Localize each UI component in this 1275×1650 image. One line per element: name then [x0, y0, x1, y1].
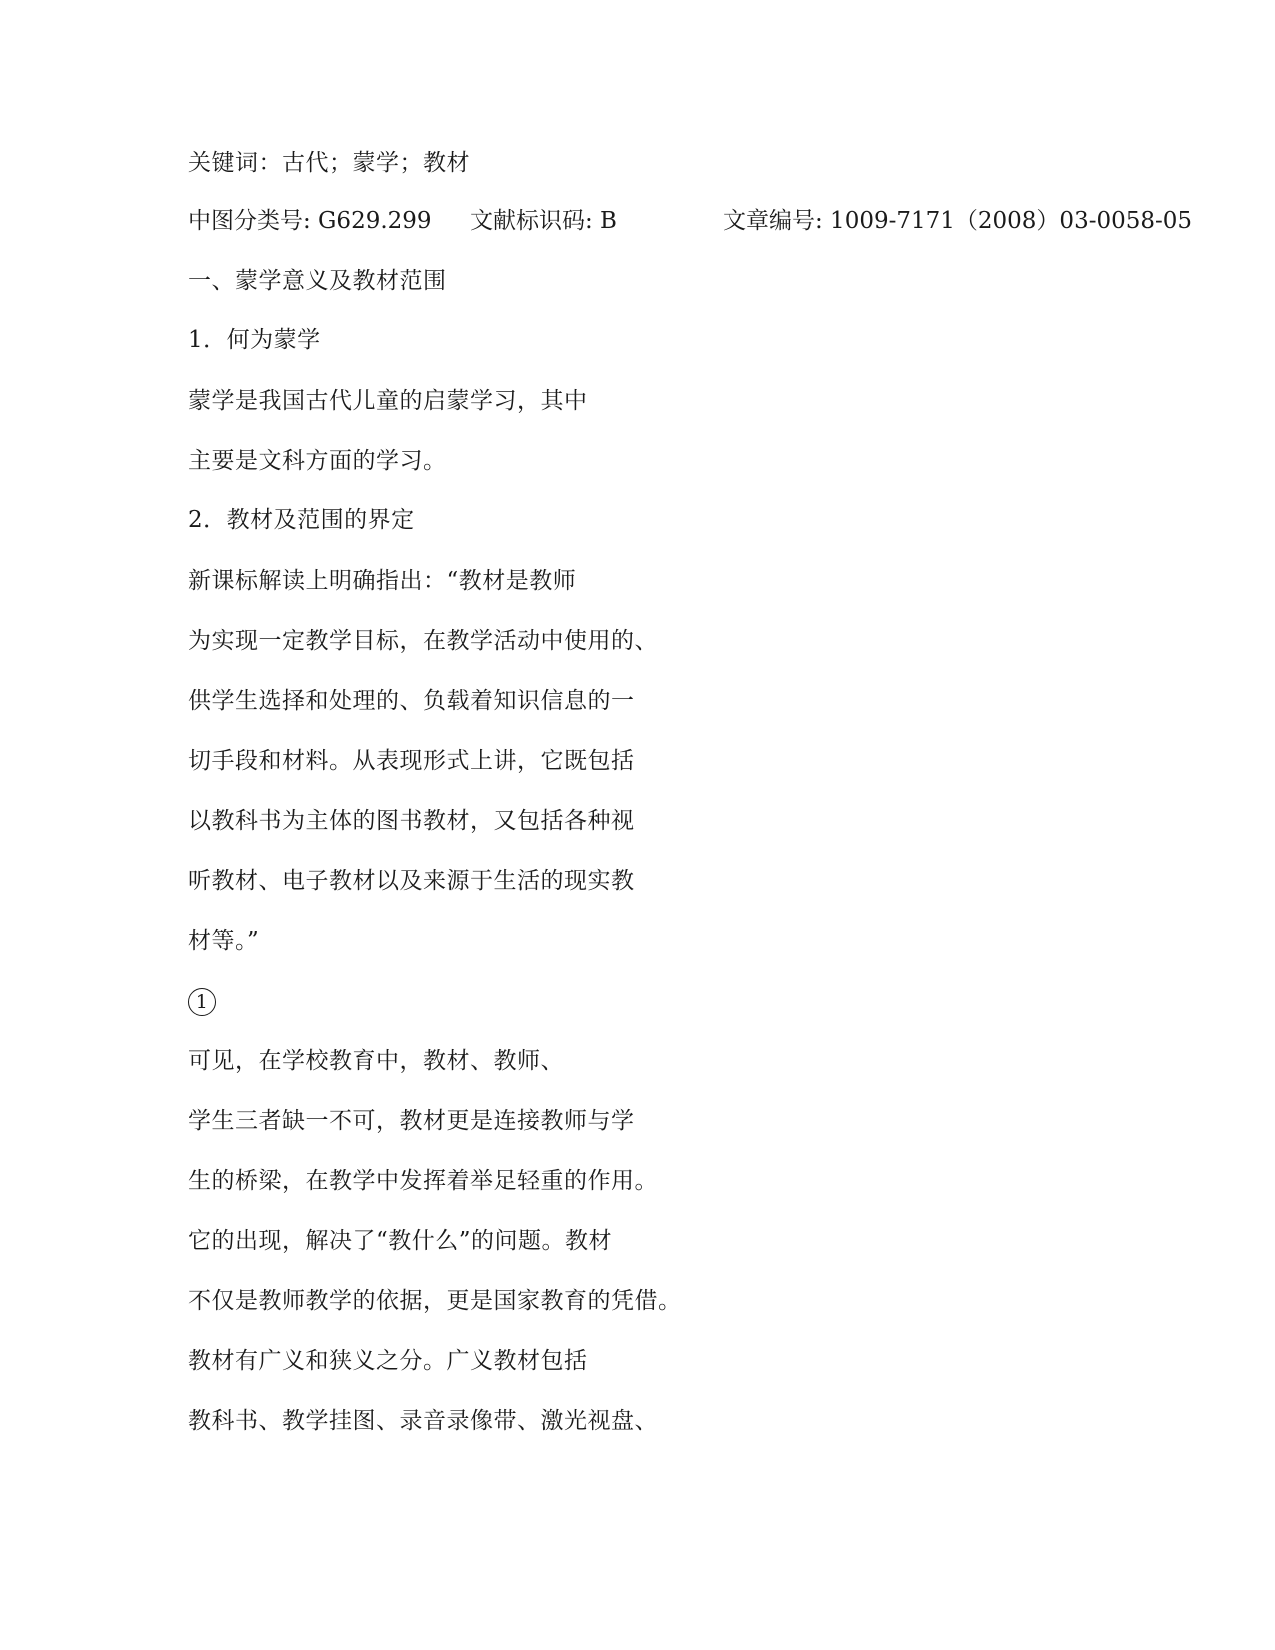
paragraph-line: 切手段和材料。从表现形式上讲，它既包括 — [188, 748, 635, 774]
paragraph-line: 主要是文科方面的学习。 — [188, 448, 447, 474]
paragraph-line: 生的桥梁，在教学中发挥着举足轻重的作用。 — [188, 1168, 658, 1194]
paragraph-line: 不仅是教师教学的依据，更是国家教育的凭借。 — [188, 1288, 682, 1314]
document-code: 文献标识码: B — [470, 208, 617, 234]
paragraph-line: 可见，在学校教育中，教材、教师、 — [188, 1048, 564, 1074]
paragraph-line: 新课标解读上明确指出：“教材是教师 — [188, 568, 577, 594]
paragraph-line: 供学生选择和处理的、负载着知识信息的一 — [188, 688, 635, 714]
paragraph-line: 教科书、教学挂图、录音录像带、激光视盘、 — [188, 1408, 658, 1434]
subsection-heading-1: 1．何为蒙学 — [188, 327, 321, 353]
article-number: 文章编号: 1009-7171（2008）03-0058-05 — [723, 208, 1193, 234]
paragraph-line: 听教材、电子教材以及来源于生活的现实教 — [188, 868, 635, 894]
paragraph-line: 以教科书为主体的图书教材，又包括各种视 — [188, 808, 635, 834]
clc-number: 中图分类号: G629.299 — [188, 208, 432, 234]
footnote-marker: 1 — [188, 988, 216, 1016]
paragraph-line: 它的出现，解决了“教什么”的问题。教材 — [188, 1228, 613, 1254]
paragraph-line: 为实现一定教学目标，在教学活动中使用的、 — [188, 628, 658, 654]
section-heading: 一、蒙学意义及教材范围 — [188, 268, 447, 294]
paragraph-line: 教材有广义和狭义之分。广义教材包括 — [188, 1348, 588, 1374]
paragraph-line: 学生三者缺一不可，教材更是连接教师与学 — [188, 1108, 635, 1134]
subsection-heading-2: 2．教材及范围的界定 — [188, 507, 415, 533]
paragraph-line: 材等。” — [188, 928, 260, 954]
paragraph-line: 蒙学是我国古代儿童的启蒙学习，其中 — [188, 388, 588, 414]
keywords-line: 关键词：古代；蒙学；教材 — [188, 150, 470, 176]
footnote-reference — [188, 986, 216, 1016]
